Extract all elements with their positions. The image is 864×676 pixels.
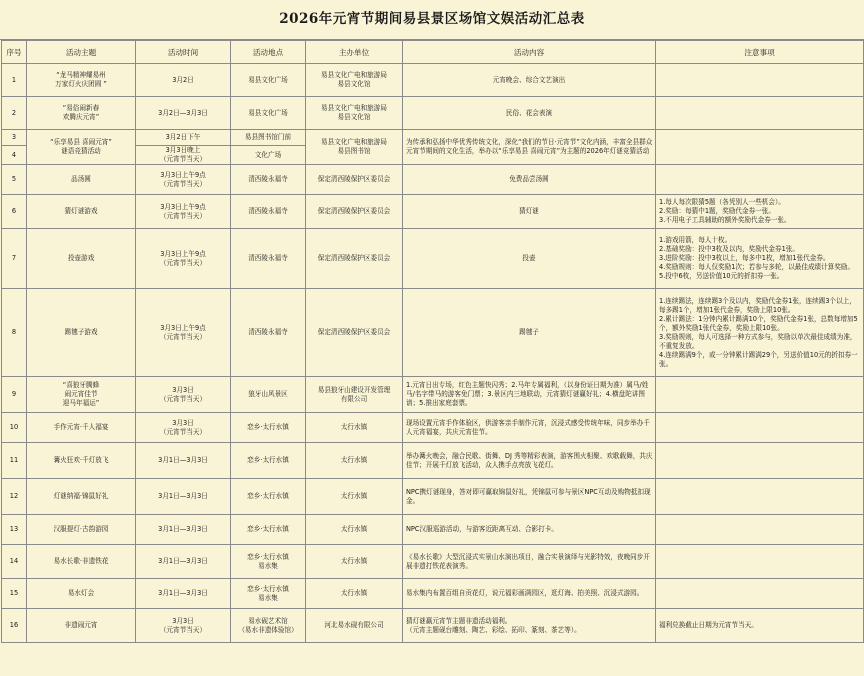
- table-row: [2, 165, 864, 195]
- activity-theme-text: 踢毽子游戏: [64, 328, 98, 336]
- activity-notes-text: 3.奖励规则，每人可选择一种方式参与，奖励以单次最佳成绩为准，不重复发放。: [659, 332, 857, 350]
- activity-content-text: 现场设置元宵手作体验区，供游客亲手制作元宵，沉浸式感受传统年味，同步举办千人元宵福宴，共庆元宵佳节。: [406, 418, 650, 436]
- activity-host: [306, 479, 403, 515]
- row-number: 1: [2, 64, 27, 97]
- activity-place-text: 易县图书馆门前: [244, 133, 292, 141]
- activity-time-text: 3月3日晚上: [165, 146, 201, 154]
- table-row: [2, 377, 864, 413]
- activity-time: [136, 377, 231, 413]
- table-row: [2, 413, 864, 443]
- activity-place: [231, 479, 306, 515]
- activity-theme-text: 非遗闹元宵: [64, 621, 98, 629]
- activity-host: [306, 443, 403, 479]
- activity-place-text: 恋乡·太行水镇: [247, 525, 289, 533]
- row-number: 16: [2, 609, 27, 643]
- activity-content: [403, 229, 656, 289]
- activity-time-text: （元宵节当天）: [159, 211, 207, 220]
- activity-theme: [27, 545, 136, 579]
- table-row: [2, 195, 864, 229]
- activity-place: [231, 289, 306, 377]
- activity-theme: [27, 195, 136, 229]
- activity-host: [306, 377, 403, 413]
- activity-theme-text: 万家灯火庆团圆 ”: [55, 80, 107, 88]
- row-number: 7: [2, 229, 27, 289]
- activity-host-text: 易县图书馆: [337, 147, 371, 155]
- header-content: 活动内容: [403, 41, 656, 64]
- activity-host: [306, 413, 403, 443]
- activity-notes: [656, 64, 864, 97]
- activity-place-text: 清西陵永福寺: [248, 207, 288, 215]
- activity-place-text: 易水集: [258, 593, 278, 602]
- activity-theme: [27, 609, 136, 643]
- activity-place: [231, 165, 306, 195]
- activity-theme-text: 投壶游戏: [67, 254, 95, 262]
- activity-time: [136, 579, 231, 609]
- activity-host-text: 易县文化广电和旅游局: [321, 138, 387, 146]
- activity-time: [136, 64, 231, 97]
- activity-notes-text: 1.连续踢法，连续踢3个及以内，奖励代金券1张，连续踢3个以上，每多踢1个，增加1张代金券，奖励上限10张。: [659, 296, 856, 314]
- activity-place: [231, 64, 306, 97]
- activity-notes-text: 3.进阶奖励：投中3枚以上，每多中1枚，增加1张代金券。: [659, 254, 830, 262]
- row-number: 4: [2, 146, 27, 165]
- activity-theme: [27, 579, 136, 609]
- activity-content-text: 投壶: [522, 254, 536, 262]
- activity-host-text: 保定清西陵保护区委员会: [317, 207, 391, 215]
- activity-content-text: 猜灯谜赢元宵节主题非遗活动福利。: [406, 616, 512, 625]
- activity-theme: [27, 289, 136, 377]
- activity-host-text: 太行水镇: [340, 589, 368, 597]
- activity-notes: [656, 579, 864, 609]
- activity-notes: [656, 195, 864, 229]
- activity-time-text: 3月1日—3月3日: [158, 589, 208, 597]
- activity-notes-text: 5.投中6枚，另送价值10元的折扣券一张。: [659, 272, 784, 280]
- activity-place: [231, 443, 306, 479]
- activity-theme-text: 手作元宵·千人福宴: [53, 423, 109, 431]
- row-number: 10: [2, 413, 27, 443]
- activity-content-text: 1.元宵日出专场，红色主题快闪秀；2.马年专属福利，（以身份证日期为准）属马/姓马/名字带马的游客免门票；3.景区内三地联动，元宵猜灯谜赢好礼；4.横盘陀讲图谱；5.推出家庭套票。: [406, 381, 649, 407]
- activity-time: [136, 413, 231, 443]
- activity-place: [231, 413, 306, 443]
- activity-time-text: 3月3日: [172, 616, 194, 625]
- activity-time-text: 3月2日下午: [165, 133, 201, 141]
- activity-theme-text: 易水灯会: [67, 589, 95, 597]
- activity-time-text: 3月3日: [172, 418, 194, 427]
- activity-content-text: （元宵主题砚台雕刻、陶艺、彩绘、拓印、篆刻、茶艺等）。: [406, 625, 581, 634]
- activity-host-text: 有限公司: [340, 394, 368, 403]
- activity-time: [136, 165, 231, 195]
- table-row: [2, 64, 864, 97]
- activity-notes: [656, 97, 864, 130]
- activity-content: [403, 443, 656, 479]
- row-number: 2: [2, 97, 27, 130]
- activity-host: [306, 515, 403, 545]
- activity-content: [403, 289, 656, 377]
- activity-content: [403, 413, 656, 443]
- activity-place: [231, 195, 306, 229]
- activity-notes: [656, 443, 864, 479]
- activity-theme: [27, 229, 136, 289]
- activity-content: [403, 195, 656, 229]
- activity-content-text: NPC汉服巡游活动，与游客近距离互动、合影打卡。: [406, 525, 558, 533]
- activity-place-text: （易水非遗体验馆）: [238, 625, 298, 634]
- activity-host-text: 保定清西陵保护区委员会: [317, 175, 391, 183]
- activity-host: [306, 579, 403, 609]
- table-row: [2, 130, 864, 146]
- activity-host-text: 河北易水砚有限公司: [324, 621, 384, 629]
- activity-content: [403, 64, 656, 97]
- activity-host: [306, 64, 403, 97]
- activity-notes-text: 1.游戏用箭，每人十枚。: [659, 236, 732, 244]
- activity-place: [231, 229, 306, 289]
- activity-notes: [656, 609, 864, 643]
- activity-theme-text: “乐享易县 喜闹元宵”: [50, 138, 112, 146]
- activity-time-text: （元宵节当天）: [159, 179, 207, 188]
- activity-place-text: 恋乡·太行水镇: [247, 423, 289, 431]
- activity-content-text: 《易水长歌》大型沉浸式实景山水演出项目，融合实景演绎与光影特效，夜晚同步开展非遗打铁花表演秀。: [406, 552, 650, 570]
- activity-time-text: 3月2日—3月3日: [158, 108, 208, 117]
- activity-table: [1, 40, 864, 643]
- activity-host-text: 易县文化馆: [337, 113, 371, 121]
- row-number: 6: [2, 195, 27, 229]
- activity-host-text: 太行水镇: [340, 525, 368, 533]
- activity-theme: [27, 64, 136, 97]
- activity-host-text: 易县文化广电和旅游局: [321, 104, 387, 112]
- activity-place: [231, 146, 306, 165]
- activity-theme: [27, 377, 136, 413]
- row-number: 9: [2, 377, 27, 413]
- activity-time: [136, 545, 231, 579]
- activity-host-text: 易县文化广电和旅游局: [321, 71, 387, 79]
- activity-theme: [27, 413, 136, 443]
- activity-notes: [656, 479, 864, 515]
- activity-host-text: 太行水镇: [340, 423, 368, 431]
- table-row: [2, 229, 864, 289]
- activity-time-text: （元宵节当天）: [159, 625, 207, 634]
- sheet-title: 2026年元宵节期间易县景区场馆文娱活动汇总表: [0, 0, 864, 40]
- activity-place-text: 易县文化广场: [248, 75, 288, 84]
- row-number: 15: [2, 579, 27, 609]
- activity-notes: [656, 377, 864, 413]
- activity-host: [306, 195, 403, 229]
- table-row: [2, 479, 864, 515]
- header-theme: 活动主题: [27, 41, 136, 64]
- activity-theme-text: 品汤圆: [71, 175, 91, 183]
- activity-host-text: 保定清西陵保护区委员会: [317, 254, 391, 262]
- activity-place-text: 恋乡·太行水镇: [247, 456, 289, 464]
- activity-place-text: 清西陵永福寺: [248, 254, 288, 262]
- activity-place: [231, 515, 306, 545]
- activity-notes: [656, 289, 864, 377]
- activity-time: [136, 479, 231, 515]
- activity-notes: [656, 130, 864, 165]
- activity-content: [403, 515, 656, 545]
- activity-host-text: 易县狼牙山建设开发管理: [317, 385, 391, 394]
- row-number: 8: [2, 289, 27, 377]
- activity-place: [231, 545, 306, 579]
- row-number: 14: [2, 545, 27, 579]
- row-number: 12: [2, 479, 27, 515]
- activity-content: [403, 609, 656, 643]
- activity-theme-text: 猜灯谜游戏: [64, 207, 98, 215]
- activity-place-text: 恋乡·太行水镇: [247, 584, 289, 593]
- activity-host-text: 保定清西陵保护区委员会: [317, 328, 391, 336]
- activity-time-text: （元宵节当天）: [159, 258, 207, 267]
- header-time: 活动时间: [136, 41, 231, 64]
- activity-content-text: 猜灯谜: [519, 207, 539, 215]
- activity-content-text: 为传承和弘扬中华优秀传统文化，深化“我们的节日·元宵节”文化内涵，丰富全县群众元宵节期间的文化生活，举办以“乐享易县 喜闹元宵”为主题的2026年灯谜竞猜活动: [406, 138, 653, 155]
- activity-content-text: 踢毽子: [519, 328, 539, 336]
- activity-theme-text: 欢腾庆元宵”: [62, 113, 100, 121]
- activity-theme: [27, 515, 136, 545]
- activity-notes-text: 1.每人每次限猜5题（各凭别人一些机会）。: [659, 198, 785, 206]
- row-number: 3: [2, 130, 27, 146]
- activity-host: [306, 545, 403, 579]
- activity-time: [136, 146, 231, 165]
- activity-host-text: 太行水镇: [340, 456, 368, 464]
- activity-notes-text: 3.不用电子工具辅助的额外奖励代金券一张。: [659, 216, 791, 224]
- activity-time: [136, 130, 231, 146]
- activity-place: [231, 609, 306, 643]
- activity-notes-text: 2.基础奖励：投中3枚及以内，奖励代金券1张。: [659, 245, 799, 253]
- activity-place: [231, 130, 306, 146]
- activity-theme-text: 灯谜纳福·锦鼠好礼: [53, 492, 109, 500]
- activity-theme: [27, 97, 136, 130]
- activity-host: [306, 165, 403, 195]
- activity-theme: [27, 165, 136, 195]
- table-row: [2, 289, 864, 377]
- activity-time: [136, 609, 231, 643]
- activity-time-text: 3月1日—3月3日: [158, 525, 208, 533]
- activity-time-text: 3月2日: [172, 75, 194, 84]
- activity-theme-text: 谜语竞猜活动: [61, 147, 101, 155]
- activity-time: [136, 229, 231, 289]
- activity-content: [403, 545, 656, 579]
- activity-content-text: 易水集内布置百组自贡花灯，说元福彩画满园区，逛灯海、拍美照、沉浸式游园。: [406, 589, 644, 597]
- activity-notes-text: 2.奖励：每猜中1题，奖励代金券一张。: [659, 207, 775, 215]
- activity-time: [136, 289, 231, 377]
- activity-theme-text: “龙马精神耀易州: [56, 71, 106, 79]
- activity-place-text: 易水集: [258, 561, 278, 570]
- activity-theme-text: 闹元宵佳节: [64, 390, 98, 398]
- row-number: 5: [2, 165, 27, 195]
- activity-notes-text: 4.奖励规则：每人仅奖励1次；若参与多轮，以最佳成绩计算奖励。: [659, 263, 855, 271]
- activity-time-text: （元宵节当天）: [159, 155, 207, 163]
- activity-time-text: 3月1日—3月3日: [158, 492, 208, 500]
- activity-host-text: 太行水镇: [340, 557, 368, 565]
- activity-host: [306, 609, 403, 643]
- activity-theme-text: 迎马年福运”: [62, 399, 100, 407]
- activity-theme: [27, 443, 136, 479]
- activity-time: [136, 515, 231, 545]
- activity-time-text: 3月3日上午9点: [160, 249, 206, 258]
- activity-time-text: （元宵节当天）: [159, 394, 207, 403]
- activity-place-text: 易水砚艺术馆: [248, 616, 288, 625]
- activity-content: [403, 377, 656, 413]
- header-row: [2, 41, 864, 64]
- activity-host: [306, 229, 403, 289]
- activity-time-text: 3月3日上午9点: [160, 170, 206, 179]
- activity-place-text: 文化广场: [254, 150, 282, 159]
- activity-theme-text: “喜狼牙腾蜂: [62, 381, 100, 389]
- activity-content-text: 元宵晚会、综合文艺演出: [492, 75, 566, 84]
- activity-time-text: 3月1日—3月3日: [158, 456, 208, 464]
- table-row: [2, 545, 864, 579]
- table-row: [2, 515, 864, 545]
- activity-content-text: 举办篝火晚会，融合民歌、街舞、DJ 秀等精彩表演，游客围火相聚、欢歌载舞，共庆佳节；开展千灯放飞活动，众人携手点亮放飞花灯。: [406, 451, 653, 469]
- activity-content: [403, 97, 656, 130]
- table-row: [2, 579, 864, 609]
- activity-place-text: 清西陵永福寺: [248, 328, 288, 336]
- activity-host-text: 易县文化馆: [337, 80, 371, 88]
- activity-notes-text: 4.连续踢满9个，或一分钟累计踢满29个，另送价值10元的折扣券一张。: [659, 350, 858, 368]
- activity-content-text: 免费品尝汤圆: [509, 175, 549, 183]
- activity-place: [231, 97, 306, 130]
- activity-place-text: 恋乡·太行水镇: [247, 552, 289, 561]
- activity-host: [306, 289, 403, 377]
- header-place: 活动地点: [231, 41, 306, 64]
- activity-content-text: 民俗、花会表演: [505, 108, 553, 117]
- activity-notes: [656, 413, 864, 443]
- activity-theme-text: 篝火狂欢·千灯放飞: [53, 456, 109, 464]
- table-row: [2, 609, 864, 643]
- activity-time: [136, 195, 231, 229]
- activity-notes: [656, 515, 864, 545]
- activity-place-text: 狼牙山风景区: [248, 390, 288, 398]
- activity-theme-text: 易水长歌·非遗铁花: [53, 557, 109, 565]
- header-no: 序号: [2, 41, 27, 64]
- activity-place-text: 恋乡·太行水镇: [247, 492, 289, 500]
- row-number: 11: [2, 443, 27, 479]
- activity-theme: [27, 479, 136, 515]
- activity-host: [306, 97, 403, 130]
- activity-time-text: （元宵节当天）: [159, 427, 207, 436]
- activity-time-text: 3月1日—3月3日: [158, 557, 208, 565]
- activity-time: [136, 443, 231, 479]
- activity-time-text: （元宵节当天）: [159, 332, 207, 341]
- activity-time-text: 3月3日上午9点: [160, 323, 206, 332]
- activity-content: [403, 130, 656, 165]
- activity-theme-text: “易俗闹新春: [62, 104, 100, 112]
- table-row: [2, 97, 864, 130]
- activity-theme: [27, 130, 136, 165]
- activity-place-text: 易县文化广场: [248, 108, 288, 117]
- activity-content: [403, 479, 656, 515]
- activity-place: [231, 579, 306, 609]
- activity-notes-text: 福利兑换截止日期为元宵节当天。: [659, 621, 758, 629]
- activity-notes: [656, 545, 864, 579]
- activity-place: [231, 377, 306, 413]
- table-row: [2, 443, 864, 479]
- activity-notes: [656, 229, 864, 289]
- activity-notes: [656, 165, 864, 195]
- activity-time-text: 3月3日上午9点: [160, 202, 206, 211]
- activity-time-text: 3月3日: [172, 385, 194, 394]
- activity-host-text: 太行水镇: [340, 492, 368, 500]
- activity-content-text: NPC携灯谜现身，答对即可赢取锦鼠好礼，凭锦鼠可参与景区NPC互动及购物抵扣现金。: [406, 487, 651, 505]
- activity-theme-text: 汉服提灯·古韵游园: [53, 525, 109, 533]
- activity-notes-text: 2.累计踢法：1分钟内累计踢满10个，奖励代金券1张，总数每增加5个，额外奖励1张代金券，奖励上限10张。: [659, 314, 858, 332]
- header-notes: 注意事项: [656, 41, 864, 64]
- activity-place-text: 清西陵永福寺: [248, 175, 288, 183]
- row-number: 13: [2, 515, 27, 545]
- activity-host: [306, 130, 403, 165]
- activity-content: [403, 165, 656, 195]
- header-host: 主办单位: [306, 41, 403, 64]
- activity-time: [136, 97, 231, 130]
- activity-content: [403, 579, 656, 609]
